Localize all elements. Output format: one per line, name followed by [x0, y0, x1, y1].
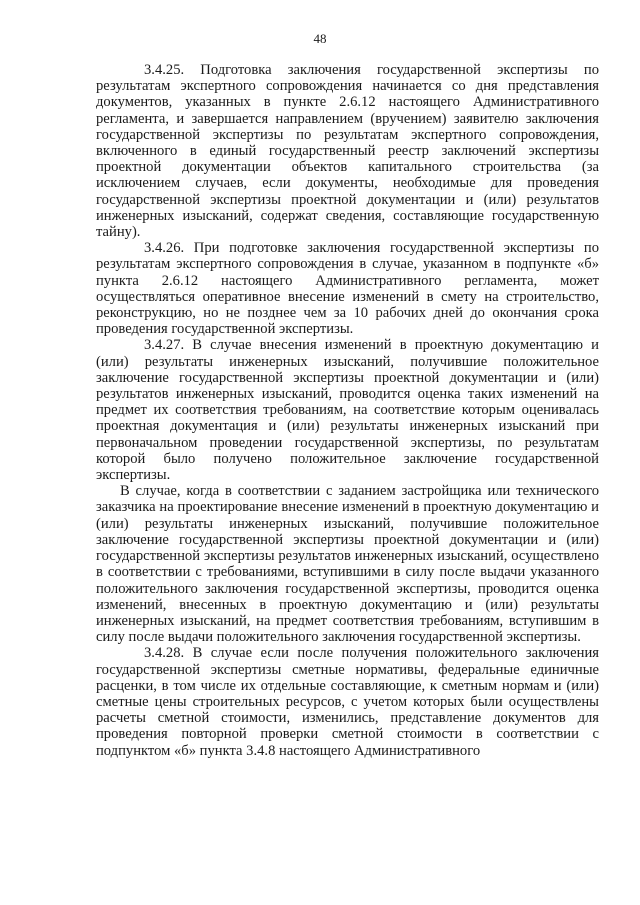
paragraph-3-4-28: 3.4.28. В случае если после получения положительного заключения государственной экспертизы сметные нормативы, федеральные единичные расценки, в том числе их отдельные составляющие, к сметным нормам и (или) сметные цены строительных ресурсов, с учетом которых были осуществлены расчеты сметной стоимости, изменились, представление документов для проведения повторной проверки сметной стоимости в соответствии с подпунктом «б» пункта 3.4.8 настоящего Административного — [96, 645, 599, 759]
document-body — [96, 62, 599, 759]
paragraph-3-4-26: 3.4.26. При подготовке заключения государственной экспертизы по результатам экспертного сопровождения в случае, указанном в подпункте «б» пункта 2.6.12 настоящего Административного регламента, может осуществляться оперативное внесение изменений в смету на строительство, реконструкцию, но не позднее чем за 10 рабочих дней до окончания срока проведения государственной экспертизы. — [96, 240, 599, 338]
page-number: 48 — [313, 31, 327, 46]
paragraph-3-4-27-continued: В случае, когда в соответствии с заданием застройщика или технического заказчика на проектирование внесение изменений в проектную документацию и (или) результаты инженерных изысканий, получившие положительное заключение государственной экспертизы проектной документации и (или) государственной экспертизы результатов инженерных изысканий, осуществлено в соответствии с требованиями, вступившими в силу после выдачи указанного положительного заключения государственной экспертизы, проводится оценка изменений, внесенных в проектную документацию и (или) результаты инженерных изысканий, на предмет соответствия требованиям, вступившим в силу после выдачи положительного заключения государственной экспертизы. — [96, 483, 599, 646]
paragraph-3-4-25: 3.4.25. Подготовка заключения государственной экспертизы по результатам экспертного сопровождения начинается со дня представления документов, указанных в пункте 2.6.12 настоящего Административного регламента, и завершается направлением (вручением) заявителю заключения государственной экспертизы по результатам экспертного сопровождения, включенного в единый государственный реестр заключений экспертизы проектной документации объектов капитального строительства (за исключением случаев, если документы, необходимые для проведения государственной экспертизы проектной документации и (или) результатов инженерных изысканий, содержат сведения, составляющие государственную тайну). — [96, 62, 599, 241]
paragraph-3-4-27: 3.4.27. В случае внесения изменений в проектную документацию и (или) результаты инженерных изысканий, получившие положительное заключение государственной экспертизы проектной документации и (или) результатов инженерных изысканий, проводится оценка таких изменений на предмет их соответствия требованиям, на соответствие которым оценивалась проектная документация и (или) результаты инженерных изысканий при первоначальном проведении государственной экспертизы, по результатам которой было получено положительное заключение государственной экспертизы. — [96, 337, 599, 484]
